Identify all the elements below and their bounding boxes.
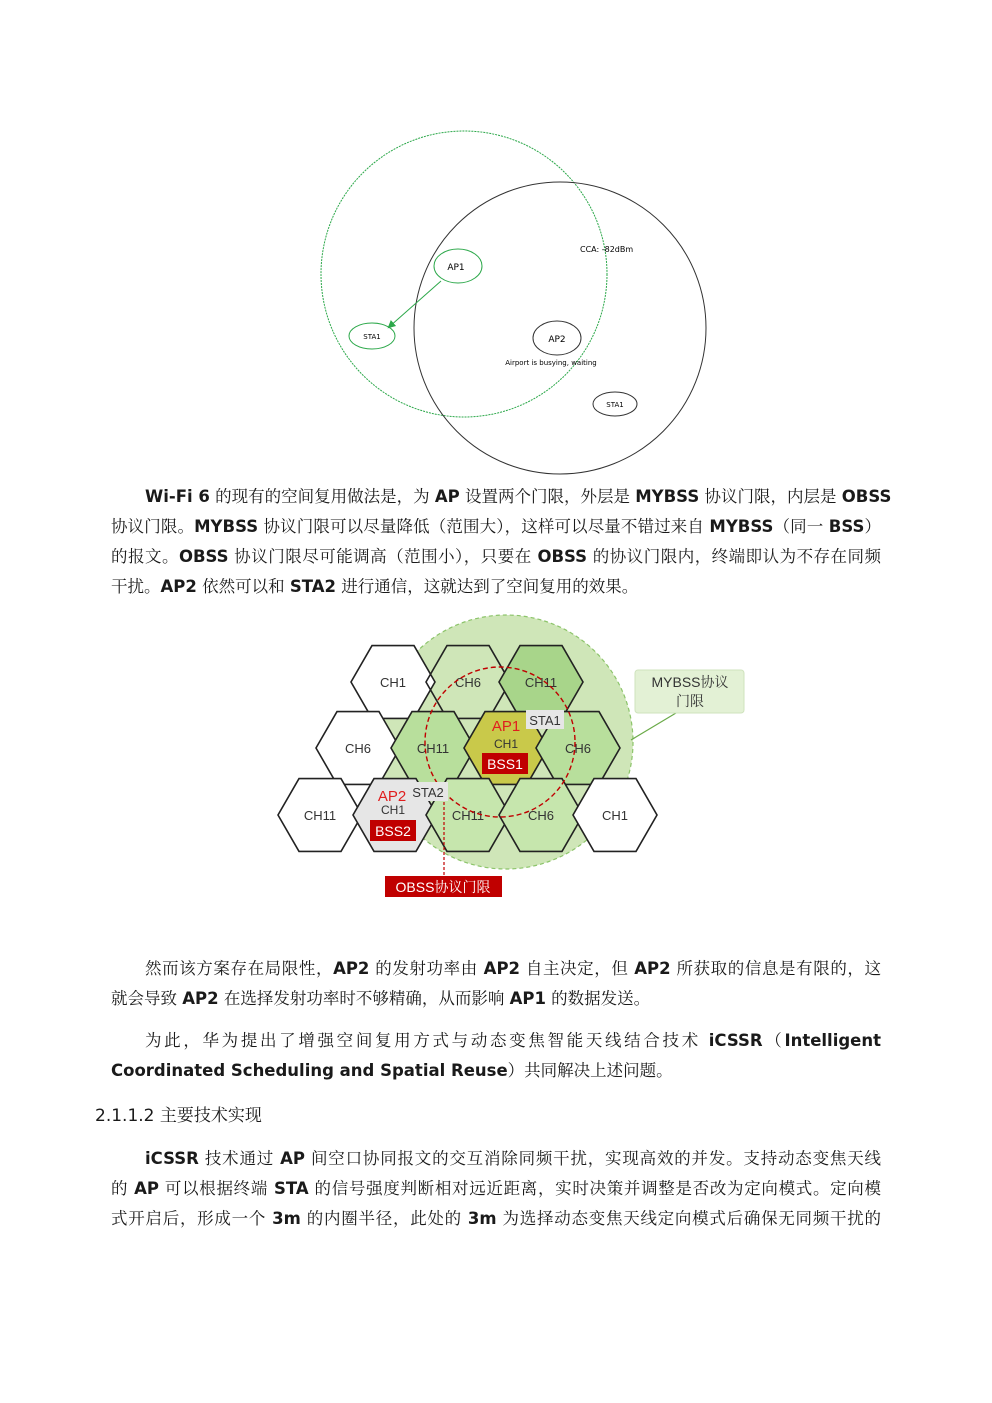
- ap1-channel-label: CH1: [493, 737, 519, 751]
- sta1-left-label: STA1: [363, 333, 381, 341]
- hex-channel-label: CH1: [601, 808, 629, 823]
- ap2-channel-label: CH1: [380, 803, 406, 817]
- hex-channel-label: CH6: [454, 675, 482, 690]
- section-heading: 2.1.1.2 主要技术实现: [95, 1106, 262, 1126]
- mybss-callout-line1: MYBSS协议: [651, 674, 729, 690]
- paragraph-2: 然而该方案存在局限性，AP2 的发射功率由 AP2 自主决定，但 AP2 所获取的信息是有限的，这 就会导致 AP2 在选择发射功率时不够精确，从而影响 AP1 的数据发送。: [111, 959, 882, 1008]
- ap2-label: AP2: [548, 335, 566, 345]
- bss1-label: BSS1: [487, 756, 523, 772]
- hex-channel-label: CH11: [303, 808, 337, 823]
- bss2-label: BSS2: [375, 823, 411, 839]
- ap1-label: AP1: [447, 263, 465, 273]
- airport-busy-label: Airport is busying, waiting: [505, 359, 597, 367]
- obss-callout-label: OBSS协议门限: [395, 879, 491, 895]
- hex-channel-label: CH11: [416, 741, 450, 756]
- hex-channel-label: CH11: [524, 675, 558, 690]
- sta1-right-label: STA1: [606, 401, 624, 409]
- hex-channel-label: CH11: [451, 808, 485, 823]
- hex-channel-label: CH6: [564, 741, 592, 756]
- paragraph-1: Wi-Fi 6 的现有的空间复用做法是，为 AP 设置两个门限，外层是 MYBSS 协议门限，内层是 OBSS 协议门限。MYBSS 协议门限可以尽量降低（范围大），这样可以尽量不错过来自 MYBSS（同一 BSS） 的报文。OBSS 协议门限尽可能调高（范围小），只要在 OBSS 的协议门限内，终端即认为不存在同频 干扰。AP2 依然可以和 STA2 进行通信，这就达到了空间复用的效果。: [111, 487, 892, 596]
- paragraph-4: iCSSR 技术通过 AP 间空口协同报文的交互消除同频干扰，实现高效的并发。支持动态变焦天线 的 AP 可以根据终端 STA 的信号强度判断相对远近距离，实时决策并调整是否改为定向模式。定向模 式开启后，形成一个 3m 的内圈半径，此处的 3m 为选择动态变焦天线定向模式后确保无同频干扰的: [111, 1149, 882, 1228]
- paragraph-3: 为此，华为提出了增强空间复用方式与动态变焦智能天线结合技术 iCSSR（Intelligent Coordinated Scheduling and Spatial Reuse）共同解决上述问题。: [111, 1031, 882, 1080]
- sta1-label: STA1: [529, 713, 561, 728]
- sta2-label: STA2: [412, 785, 444, 800]
- hex-channel-label: CH6: [344, 741, 372, 756]
- hex-channel-label: CH6: [527, 808, 555, 823]
- coverage-diagram: [0, 130, 992, 475]
- ap1-label: AP1: [491, 718, 521, 735]
- cca-label: CCA: -82dBm: [580, 245, 634, 254]
- ap1-to-sta1-arrow: [389, 281, 441, 327]
- mybss-callout-line2: 门限: [676, 693, 704, 709]
- hex-channel-label: CH1: [379, 675, 407, 690]
- mybss-callout-line: [631, 713, 676, 740]
- hex-cell-diagram: [0, 605, 992, 905]
- ap2-label: AP2: [377, 788, 407, 805]
